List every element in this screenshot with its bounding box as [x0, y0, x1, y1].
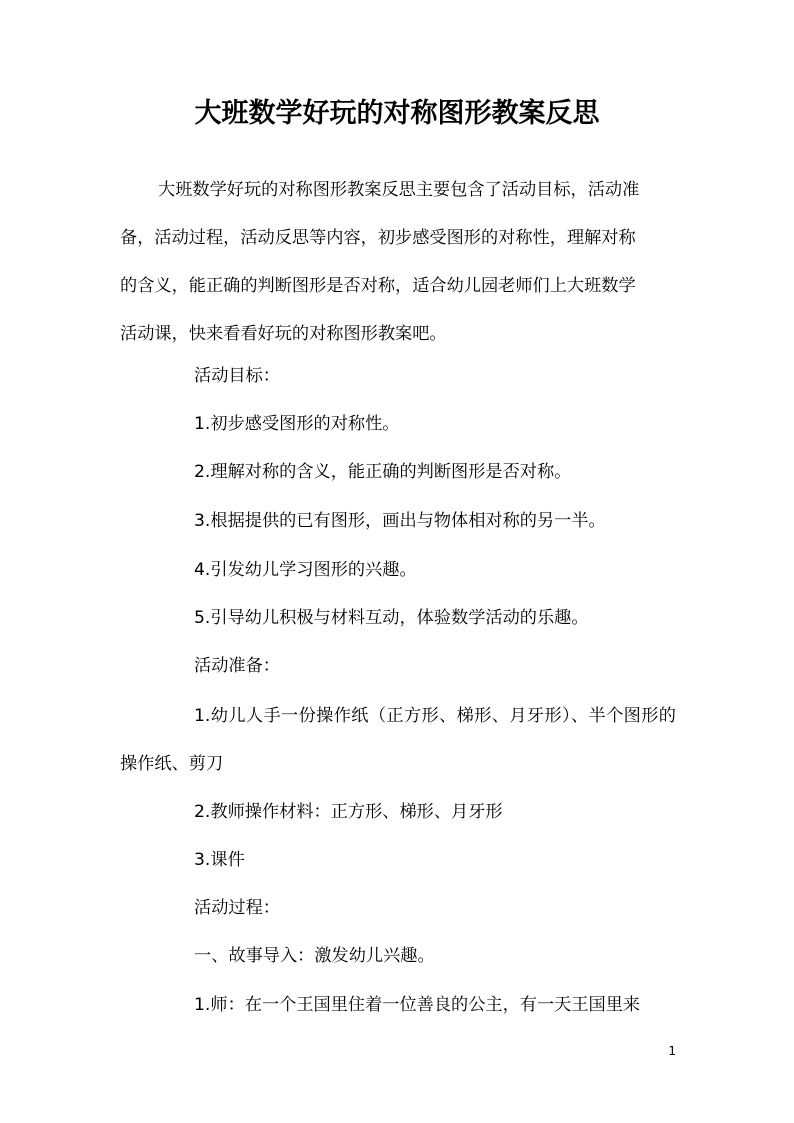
intro-line: 的含义，能正确的判断图形是否对称，适合幼儿园老师们上大班数学 — [120, 276, 636, 296]
goal-item: 2.理解对称的含义，能正确的判断图形是否对称。 — [194, 462, 572, 482]
step-heading: 一、故事导入：激发幼儿兴趣。 — [194, 946, 435, 966]
process-heading: 活动过程： — [194, 898, 280, 918]
intro-paragraph — [120, 166, 676, 358]
goal-item: 5.引导幼儿积极与材料互动，体验数学活动的乐趣。 — [194, 608, 589, 628]
goals-heading: 活动目标： — [194, 366, 280, 386]
goal-item: 1.初步感受图形的对称性。 — [194, 414, 400, 434]
step-item: 1.师：在一个王国里住着一位善良的公主，有一天王国里来 — [194, 995, 641, 1015]
goal-item: 4.引发幼儿学习图形的兴趣。 — [194, 560, 417, 580]
document-title: 大班数学好玩的对称图形教案反思 — [194, 98, 600, 129]
prep-item: 1.幼儿人手一份操作纸（正方形、梯形、月牙形）、半个图形的操作纸、剪刀 — [120, 706, 676, 774]
prep-item: 3.课件 — [194, 850, 245, 870]
intro-line: 活动课，快来看看好玩的对称图形教案吧。 — [120, 324, 447, 344]
prep-heading: 活动准备： — [194, 656, 280, 676]
page-number: 1 — [668, 1044, 676, 1058]
intro-line: 备，活动过程，活动反思等内容，初步感受图形的对称性，理解对称 — [120, 228, 636, 248]
goal-item: 3.根据提供的已有图形，画出与物体相对称的另一半。 — [194, 511, 606, 531]
intro-line: 大班数学好玩的对称图形教案反思主要包含了活动目标，活动准 — [158, 180, 640, 200]
prep-item: 2.教师操作材料：正方形、梯形、月牙形 — [194, 802, 503, 822]
